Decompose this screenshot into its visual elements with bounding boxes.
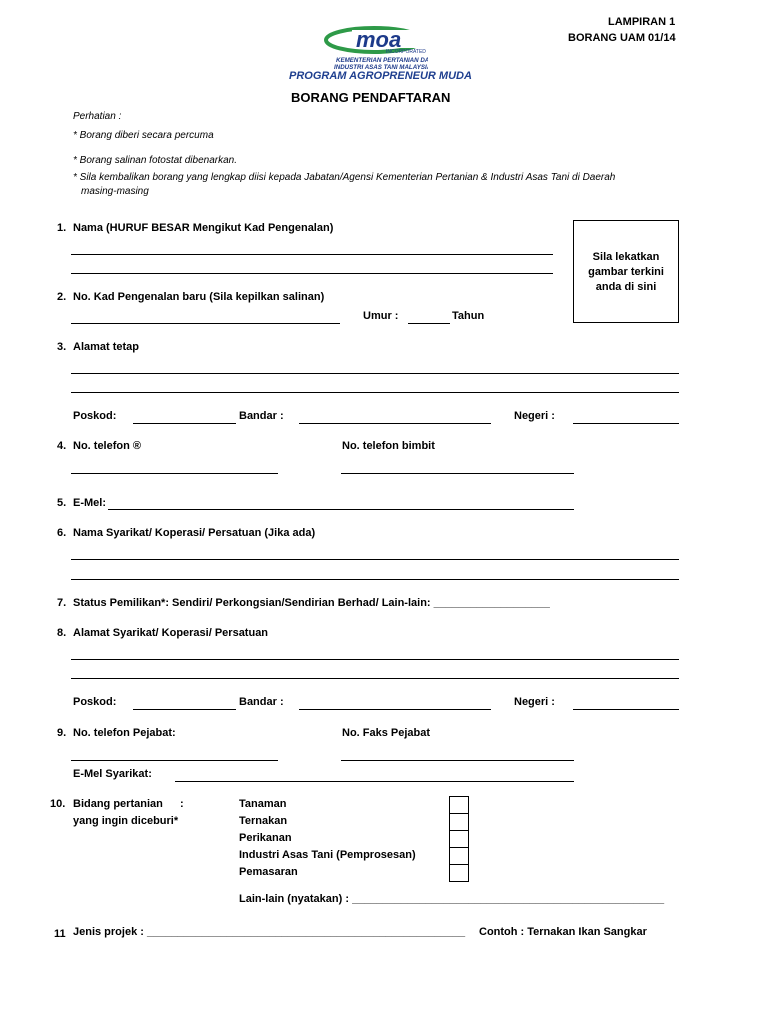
address-line-1[interactable] [71,373,679,374]
q3-label: Alamat tetap [73,341,140,353]
company-email-label: E-Mel Syarikat: [73,768,152,780]
q11-number: 11 [54,928,66,940]
name-line-1[interactable] [71,254,553,255]
email-line[interactable] [108,509,574,510]
q5-number: 5. [57,497,67,509]
bidang-checkboxes [449,796,469,882]
company-email-line[interactable] [175,781,574,782]
moa-logo [324,26,428,70]
poskod-label: Poskod: [73,410,117,422]
q4-number: 4. [57,440,67,452]
q11-field[interactable]: Jenis projek : ____________________________________________________ [73,926,466,938]
q9-fax-label: No. Faks Pejabat [342,727,431,739]
poskod2-line[interactable] [133,709,236,710]
q10-label-2: yang ingin diceburi* [73,815,179,827]
checkbox-perikanan[interactable] [449,831,469,848]
note-1: * Borang diberi secara percuma [73,130,214,141]
lain-lain-field[interactable]: Lain-lain (nyatakan) : ___________________________________________________ [239,893,665,905]
bandar-line[interactable] [299,423,491,424]
q3-number: 3. [57,341,67,353]
q1-label: Nama (HURUF BESAR Mengikut Kad Pengenalan) [73,222,334,234]
q6-number: 6. [57,527,67,539]
option-industri: Industri Asas Tani (Pemprosesan) [239,849,416,861]
note-3: * Sila kembalikan borang yang lengkap diisi kepada Jabatan/Agensi Kementerian Pertanian & Industri Asas Tani di Daerah [73,172,616,183]
q8-label: Alamat Syarikat/ Koperasi/ Persatuan [73,627,269,639]
checkbox-pemasaran[interactable] [449,865,469,882]
photo-box[interactable] [573,220,679,323]
poskod2-label: Poskod: [73,696,117,708]
option-perikanan: Perikanan [239,832,292,844]
ministry-line1: KEMENTERIAN PERTANIAN DAN [336,57,428,64]
photo-box-text: Sila lekatkan gambar terkini anda di sini [588,251,664,293]
name-line-2[interactable] [71,273,553,274]
q7-number: 7. [57,597,67,609]
umur-line[interactable] [408,323,450,324]
company-address-line-2[interactable] [71,678,679,679]
q6-label: Nama Syarikat/ Koperasi/ Persatuan (Jika ada) [73,527,316,539]
note-3-cont: masing-masing [81,186,149,197]
q9-label: No. telefon Pejabat: [73,727,176,739]
negeri-line[interactable] [573,423,679,424]
office-phone-line[interactable] [71,760,278,761]
company-address-line-1[interactable] [71,659,679,660]
poskod-line[interactable] [133,423,236,424]
lampiran-label: LAMPIRAN 1 [608,16,676,28]
q5-label: E-Mel: [73,497,106,509]
mobile-line[interactable] [341,473,574,474]
q4-label: No. telefon ® [73,440,141,452]
bandar-label: Bandar : [239,410,284,422]
option-ternakan: Ternakan [239,815,288,827]
negeri-label: Negeri : [514,410,555,422]
page-title: BORANG PENDAFTARAN [291,90,451,105]
q7-label[interactable]: Status Pemilikan*: Sendiri/ Perkongsian/Sendirian Berhad/ Lain-lain: ___________________ [73,597,550,609]
notes-heading: Perhatian : [73,111,122,122]
q10-colon: : [180,798,184,810]
ic-number-line[interactable] [71,323,340,324]
q10-label: Bidang pertanian [73,798,163,810]
checkbox-industri[interactable] [449,848,469,865]
contoh-label: Contoh : Ternakan Ikan Sangkar [479,926,647,938]
bandar2-line[interactable] [299,709,491,710]
note-2: * Borang salinan fotostat dibenarkan. [73,155,237,166]
q2-label: No. Kad Pengenalan baru (Sila kepilkan salinan) [73,291,325,303]
bandar2-label: Bandar : [239,696,284,708]
ministry-line2: INDUSTRI ASAS TANI MALAYSIA [334,64,428,70]
tahun-label: Tahun [452,310,485,322]
checkbox-tanaman[interactable] [449,796,469,814]
q8-number: 8. [57,627,67,639]
company-line-1[interactable] [71,559,679,560]
phone-line[interactable] [71,473,278,474]
address-line-2[interactable] [71,392,679,393]
q4-mobile-label: No. telefon bimbit [342,440,435,452]
negeri2-label: Negeri : [514,696,555,708]
program-title: PROGRAM AGROPRENEUR MUDA [289,70,472,82]
q2-number: 2. [57,291,67,303]
borang-code: BORANG UAM 01/14 [568,32,676,44]
q10-number: 10. [50,798,66,810]
option-tanaman: Tanaman [239,798,287,810]
checkbox-ternakan[interactable] [449,814,469,831]
q9-number: 9. [57,727,67,739]
logo-text: moa [356,27,402,52]
moa-logo-icon [324,26,428,70]
negeri2-line[interactable] [573,709,679,710]
fax-line[interactable] [341,760,574,761]
logo-sub: INCORPORATED [386,49,426,55]
umur-label: Umur : [363,310,399,322]
option-pemasaran: Pemasaran [239,866,298,878]
q1-number: 1. [57,222,67,234]
company-line-2[interactable] [71,579,679,580]
